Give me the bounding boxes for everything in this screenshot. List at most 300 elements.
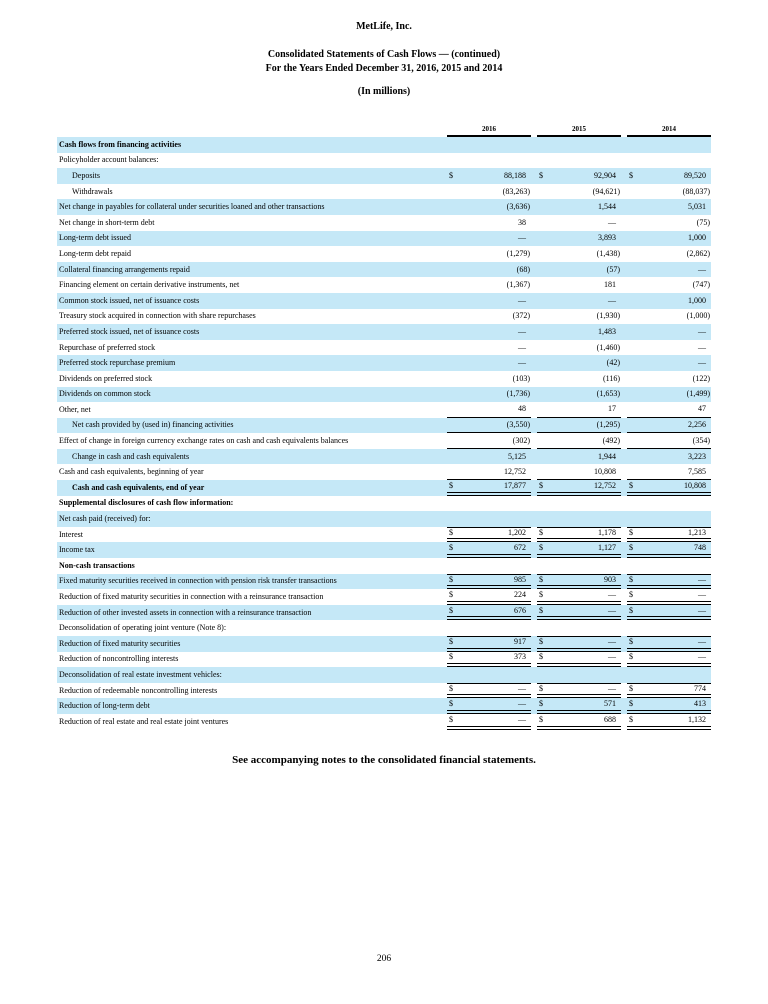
dollar-sign-cell: $: [627, 636, 643, 652]
table-row: [57, 433, 711, 449]
row-label: Reduction of other invested assets in connection with a reinsurance transaction: [57, 605, 447, 621]
dollar-sign-cell: [537, 246, 553, 262]
dollar-sign-cell: $: [447, 527, 463, 543]
row-label: Deconsolidation of real estate investment vehicles:: [57, 667, 447, 683]
dollar-sign-cell: $: [447, 480, 463, 496]
table-row: [57, 464, 711, 480]
value-cell-2014: [643, 511, 711, 527]
statement-title: Consolidated Statements of Cash Flows — (continued): [267, 49, 501, 60]
value-cell-2016: 17,877: [463, 480, 531, 496]
value-cell-2015: (1,438): [596, 248, 620, 258]
value-cell-2015: 903: [553, 574, 621, 590]
value-cell-2015: —: [553, 636, 621, 652]
table-row: [57, 667, 711, 683]
row-label: Net change in short-term debt: [59, 217, 155, 227]
table-row: [57, 324, 711, 340]
dollar-sign-cell: $: [447, 542, 463, 558]
value-cell-2016: 224: [463, 589, 531, 605]
dollar-sign-cell: $: [447, 714, 463, 730]
table-row: [57, 636, 711, 652]
table-row: [57, 168, 711, 184]
value-cell-2014: —: [698, 342, 706, 352]
dollar-sign-cell: [627, 449, 643, 465]
dollar-sign-cell: $: [447, 589, 463, 605]
dollar-sign-cell: [537, 340, 553, 356]
dollar-sign-cell: [627, 558, 643, 574]
dollar-sign-cell: [627, 309, 643, 325]
dollar-sign-cell: [627, 199, 643, 215]
dollar-sign-cell: [627, 184, 643, 200]
dollar-sign-cell: [447, 246, 463, 262]
value-cell-2016: 5,125: [463, 449, 531, 465]
row-label: Cash and cash equivalents, end of year: [57, 480, 447, 496]
row-label: Fixed maturity securities received in connection with pension risk transfer transactions: [57, 574, 447, 590]
dollar-sign-cell: [627, 137, 643, 153]
value-cell-2016: —: [463, 293, 531, 309]
value-cell-2014: [643, 558, 711, 574]
value-cell-2015: [553, 620, 621, 636]
dollar-sign-cell: [627, 402, 643, 418]
statement-heading: [0, 48, 768, 75]
dollar-sign-cell: $: [627, 574, 643, 590]
row-label: Effect of change in foreign currency exchange rates on cash and cash equivalents balances: [59, 436, 349, 446]
dollar-sign-cell: $: [627, 542, 643, 558]
dollar-sign-cell: [447, 433, 463, 449]
dollar-sign-cell: $: [537, 683, 553, 699]
dollar-sign-cell: $: [537, 714, 553, 730]
value-cell-2014: 47: [643, 402, 711, 418]
table-row: [57, 199, 711, 215]
dollar-sign-cell: [447, 511, 463, 527]
dollar-sign-cell: [447, 558, 463, 574]
value-cell-2014: 1,000: [643, 231, 711, 247]
dollar-sign-cell: [537, 262, 553, 278]
value-cell-2016: (83,263): [502, 186, 530, 196]
value-cell-2014: —: [643, 355, 711, 371]
value-cell-2016: 917: [463, 636, 531, 652]
dollar-sign-cell: [537, 309, 553, 325]
value-cell-2014: 10,808: [643, 480, 711, 496]
dollar-sign-cell: [627, 246, 643, 262]
value-cell-2016: —: [463, 683, 531, 699]
dollar-sign-cell: $: [447, 636, 463, 652]
value-cell-2016: (1,367): [506, 280, 530, 290]
units-note: (In millions): [357, 86, 411, 97]
row-label: Income tax: [57, 542, 447, 558]
dollar-sign-cell: $: [447, 605, 463, 621]
value-cell-2014: —: [643, 605, 711, 621]
dollar-sign-cell: $: [537, 698, 553, 714]
value-cell-2014: 2,256: [643, 418, 711, 434]
table-row: [57, 215, 711, 231]
row-label: Cash flows from financing activities: [57, 137, 447, 153]
value-cell-2015: 1,544: [553, 199, 621, 215]
value-cell-2016: 672: [463, 542, 531, 558]
year-header-2016: 2016: [447, 121, 531, 137]
dollar-sign-cell: [447, 496, 463, 512]
value-cell-2015: 688: [553, 714, 621, 730]
table-row: [57, 496, 711, 512]
value-cell-2016: 48: [463, 402, 531, 418]
value-cell-2015: 1,127: [553, 542, 621, 558]
dollar-sign-cell: [627, 418, 643, 434]
value-cell-2014: (1,499): [643, 387, 711, 403]
document-header: [0, 0, 768, 97]
value-cell-2014: 748: [643, 542, 711, 558]
value-cell-2016: [463, 667, 531, 683]
value-cell-2016: (372): [512, 311, 530, 321]
value-cell-2014: 3,223: [643, 449, 711, 465]
row-label: Deconsolidation of operating joint venture (Note 8):: [59, 623, 227, 633]
table-row: [57, 246, 711, 262]
table-row: [57, 371, 711, 387]
row-label: Non-cash transactions: [59, 560, 135, 570]
value-cell-2016: —: [518, 342, 526, 352]
value-cell-2015: (1,460): [596, 342, 620, 352]
value-cell-2014: 7,585: [643, 464, 711, 480]
footer-note: See accompanying notes to the consolidated financial statements.: [232, 753, 536, 766]
row-label: Other, net: [59, 404, 91, 414]
value-cell-2014: (88,037): [682, 186, 710, 196]
row-label: Supplemental disclosures of cash flow information:: [59, 498, 234, 508]
dollar-sign-cell: $: [447, 574, 463, 590]
table-row: [57, 574, 711, 590]
value-cell-2016: 373: [463, 652, 531, 668]
table-row: [57, 449, 711, 465]
row-label: Long-term debt issued: [57, 231, 447, 247]
year-header-2015: 2015: [537, 121, 621, 137]
row-label: Reduction of long-term debt: [57, 698, 447, 714]
dollar-sign-cell: [447, 309, 463, 325]
dollar-sign-cell: [537, 324, 553, 340]
row-label: Collateral financing arrangements repaid: [57, 262, 447, 278]
value-cell-2015: —: [553, 589, 621, 605]
table-row: [57, 480, 711, 496]
dollar-sign-cell: [447, 667, 463, 683]
table-row: [57, 605, 711, 621]
dollar-sign-cell: [627, 231, 643, 247]
value-cell-2015: 12,752: [553, 480, 621, 496]
value-cell-2014: (2,862): [686, 248, 710, 258]
value-cell-2016: —: [463, 324, 531, 340]
row-label: Reduction of noncontrolling interests: [59, 654, 179, 664]
value-cell-2014: —: [643, 652, 711, 668]
value-cell-2016: —: [463, 698, 531, 714]
row-label: Interest: [59, 529, 83, 539]
dollar-sign-cell: [627, 262, 643, 278]
dollar-sign-cell: $: [447, 168, 463, 184]
value-cell-2015: 17: [553, 402, 621, 418]
dollar-sign-cell: [447, 153, 463, 169]
value-cell-2015: [553, 496, 621, 512]
value-cell-2014: (75): [696, 217, 710, 227]
page-number: 206: [376, 954, 392, 964]
dollar-sign-cell: $: [537, 652, 553, 668]
value-cell-2016: 12,752: [463, 464, 531, 480]
dollar-sign-cell: [447, 371, 463, 387]
value-cell-2016: (302): [463, 433, 531, 449]
table-row: [57, 589, 711, 605]
dollar-sign-cell: [627, 153, 643, 169]
dollar-sign-cell: [537, 231, 553, 247]
dollar-sign-cell: $: [537, 527, 553, 543]
dollar-sign-cell: [627, 620, 643, 636]
table-row: [57, 231, 711, 247]
table-row: [57, 262, 711, 278]
header-label-spacer: [57, 121, 447, 137]
value-cell-2015: (42): [553, 355, 621, 371]
row-label: Dividends on common stock: [57, 387, 447, 403]
dollar-sign-cell: [447, 231, 463, 247]
value-cell-2015: (94,621): [592, 186, 620, 196]
value-cell-2014: —: [643, 589, 711, 605]
value-cell-2015: 1,483: [553, 324, 621, 340]
value-cell-2016: [463, 511, 531, 527]
dollar-sign-cell: [537, 277, 553, 293]
dollar-sign-cell: $: [627, 652, 643, 668]
value-cell-2015: [553, 137, 621, 153]
dollar-sign-cell: [537, 355, 553, 371]
dollar-sign-cell: [537, 153, 553, 169]
dollar-sign-cell: [627, 277, 643, 293]
dollar-sign-cell: $: [537, 589, 553, 605]
dollar-sign-cell: $: [537, 480, 553, 496]
dollar-sign-cell: $: [627, 527, 643, 543]
dollar-sign-cell: [447, 620, 463, 636]
value-cell-2014: 5,031: [643, 199, 711, 215]
dollar-sign-cell: [627, 293, 643, 309]
dollar-sign-cell: [447, 324, 463, 340]
value-cell-2014: [643, 667, 711, 683]
dollar-sign-cell: [447, 355, 463, 371]
dollar-sign-cell: [447, 402, 463, 418]
value-cell-2014: (122): [692, 373, 710, 383]
value-cell-2016: 1,202: [463, 527, 531, 543]
value-cell-2014: [643, 496, 711, 512]
value-cell-2015: 3,893: [553, 231, 621, 247]
value-cell-2014: [643, 153, 711, 169]
row-label: Net change in payables for collateral under securities loaned and other transactions: [57, 199, 447, 215]
dollar-sign-cell: [537, 667, 553, 683]
dollar-sign-cell: [627, 433, 643, 449]
dollar-sign-cell: [537, 293, 553, 309]
value-cell-2015: 181: [604, 280, 616, 290]
value-cell-2016: (1,279): [506, 248, 530, 258]
dollar-sign-cell: [447, 277, 463, 293]
value-cell-2016: [463, 153, 531, 169]
value-cell-2015: (57): [553, 262, 621, 278]
value-cell-2015: (1,653): [553, 387, 621, 403]
dollar-sign-cell: [627, 496, 643, 512]
table-row: [57, 620, 711, 636]
dollar-sign-cell: $: [537, 542, 553, 558]
cash-flow-table: [57, 121, 711, 730]
dollar-sign-cell: $: [447, 698, 463, 714]
dollar-sign-cell: [537, 418, 553, 434]
row-label: Deposits: [57, 168, 447, 184]
dollar-sign-cell: [447, 199, 463, 215]
dollar-sign-cell: [537, 387, 553, 403]
value-cell-2016: —: [463, 714, 531, 730]
row-label: Reduction of fixed maturity securities in connection with a reinsurance transaction: [59, 592, 324, 602]
dollar-sign-cell: [537, 449, 553, 465]
dollar-sign-cell: [537, 464, 553, 480]
value-cell-2016: [463, 620, 531, 636]
value-cell-2015: 10,808: [553, 464, 621, 480]
value-cell-2015: [553, 153, 621, 169]
row-label: Reduction of redeemable noncontrolling interests: [59, 685, 218, 695]
dollar-sign-cell: [627, 355, 643, 371]
value-cell-2016: [463, 558, 531, 574]
row-label: Long-term debt repaid: [59, 248, 131, 258]
value-cell-2015: [553, 558, 621, 574]
dollar-sign-cell: $: [447, 652, 463, 668]
table-row: [57, 652, 711, 668]
value-cell-2014: —: [643, 262, 711, 278]
dollar-sign-cell: $: [627, 168, 643, 184]
row-label: Treasury stock acquired in connection with share repurchases: [59, 311, 256, 321]
row-label: Preferred stock issued, net of issuance costs: [57, 324, 447, 340]
table-row: [57, 542, 711, 558]
dollar-sign-cell: $: [627, 714, 643, 730]
table-row: [57, 340, 711, 356]
value-cell-2016: [463, 137, 531, 153]
dollar-sign-cell: $: [537, 574, 553, 590]
value-cell-2016: 985: [463, 574, 531, 590]
value-cell-2015: [553, 667, 621, 683]
value-cell-2015: 1,944: [553, 449, 621, 465]
dollar-sign-cell: [447, 215, 463, 231]
table-row: [57, 184, 711, 200]
row-label: Net cash provided by (used in) financing activities: [57, 418, 447, 434]
value-cell-2015: —: [553, 605, 621, 621]
dollar-sign-cell: [627, 387, 643, 403]
value-cell-2014: [643, 620, 711, 636]
table-row: [57, 714, 711, 730]
value-cell-2015: 92,904: [553, 168, 621, 184]
dollar-sign-cell: [447, 340, 463, 356]
dollar-sign-cell: [447, 137, 463, 153]
table-body: [57, 137, 711, 730]
table-row: [57, 277, 711, 293]
value-cell-2015: —: [553, 652, 621, 668]
value-cell-2014: 1,132: [643, 714, 711, 730]
table-row: [57, 387, 711, 403]
table-row: [57, 683, 711, 699]
dollar-sign-cell: [627, 215, 643, 231]
table-row: [57, 137, 711, 153]
dollar-sign-cell: [627, 511, 643, 527]
value-cell-2015: —: [553, 683, 621, 699]
row-label: Policyholder account balances:: [59, 155, 159, 165]
row-label: Reduction of fixed maturity securities: [57, 636, 447, 652]
dollar-sign-cell: $: [447, 683, 463, 699]
value-cell-2014: 1,000: [643, 293, 711, 309]
dollar-sign-cell: $: [627, 683, 643, 699]
value-cell-2014: —: [643, 574, 711, 590]
value-cell-2015: (1,295): [553, 418, 621, 434]
dollar-sign-cell: [537, 184, 553, 200]
dollar-sign-cell: $: [627, 480, 643, 496]
row-label: Common stock issued, net of issuance costs: [57, 293, 447, 309]
value-cell-2016: (3,636): [463, 199, 531, 215]
dollar-sign-cell: [537, 199, 553, 215]
column-header-row: [57, 121, 711, 137]
dollar-sign-cell: [537, 137, 553, 153]
value-cell-2015: (492): [553, 433, 621, 449]
table-row: [57, 698, 711, 714]
table-row: [57, 527, 711, 543]
row-label: Financing element on certain derivative instruments, net: [59, 280, 240, 290]
value-cell-2015: 571: [553, 698, 621, 714]
dollar-sign-cell: $: [627, 605, 643, 621]
dollar-sign-cell: [537, 433, 553, 449]
dollar-sign-cell: [447, 449, 463, 465]
table-row: [57, 293, 711, 309]
table-row: [57, 511, 711, 527]
dollar-sign-cell: [537, 511, 553, 527]
table-row: [57, 355, 711, 371]
value-cell-2015: (1,930): [596, 311, 620, 321]
table-row: [57, 309, 711, 325]
dollar-sign-cell: $: [537, 168, 553, 184]
row-label: Reduction of real estate and real estate joint ventures: [59, 716, 229, 726]
row-label: Net cash paid (received) for:: [57, 511, 447, 527]
value-cell-2016: (103): [512, 373, 530, 383]
value-cell-2014: 1,213: [643, 527, 711, 543]
dollar-sign-cell: [537, 558, 553, 574]
dollar-sign-cell: [447, 262, 463, 278]
dollar-sign-cell: $: [537, 636, 553, 652]
value-cell-2016: [463, 496, 531, 512]
dollar-sign-cell: [447, 387, 463, 403]
dollar-sign-cell: [447, 418, 463, 434]
value-cell-2014: (354): [643, 433, 711, 449]
row-label: Preferred stock repurchase premium: [57, 355, 447, 371]
table-row: [57, 402, 711, 418]
value-cell-2014: 774: [643, 683, 711, 699]
statement-period: For the Years Ended December 31, 2016, 2015 and 2014: [265, 62, 503, 74]
value-cell-2016: —: [463, 355, 531, 371]
row-label: Withdrawals: [72, 186, 113, 196]
dollar-sign-cell: [537, 620, 553, 636]
table-row: [57, 153, 711, 169]
value-cell-2014: (1,000): [686, 311, 710, 321]
dollar-sign-cell: [627, 371, 643, 387]
dollar-sign-cell: [537, 496, 553, 512]
value-cell-2016: (68): [463, 262, 531, 278]
value-cell-2016: 676: [463, 605, 531, 621]
dollar-sign-cell: $: [537, 605, 553, 621]
value-cell-2016: 38: [518, 217, 526, 227]
value-cell-2016: (3,550): [463, 418, 531, 434]
value-cell-2014: [643, 137, 711, 153]
value-cell-2016: 88,188: [463, 168, 531, 184]
value-cell-2014: 89,520: [643, 168, 711, 184]
value-cell-2014: —: [643, 636, 711, 652]
value-cell-2016: —: [463, 231, 531, 247]
row-label: Change in cash and cash equivalents: [57, 449, 447, 465]
table-row: [57, 418, 711, 434]
dollar-sign-cell: $: [627, 589, 643, 605]
dollar-sign-cell: [447, 293, 463, 309]
row-label: Dividends on preferred stock: [59, 373, 153, 383]
dollar-sign-cell: $: [627, 698, 643, 714]
dollar-sign-cell: [447, 184, 463, 200]
dollar-sign-cell: [537, 402, 553, 418]
dollar-sign-cell: [537, 371, 553, 387]
dollar-sign-cell: [627, 324, 643, 340]
